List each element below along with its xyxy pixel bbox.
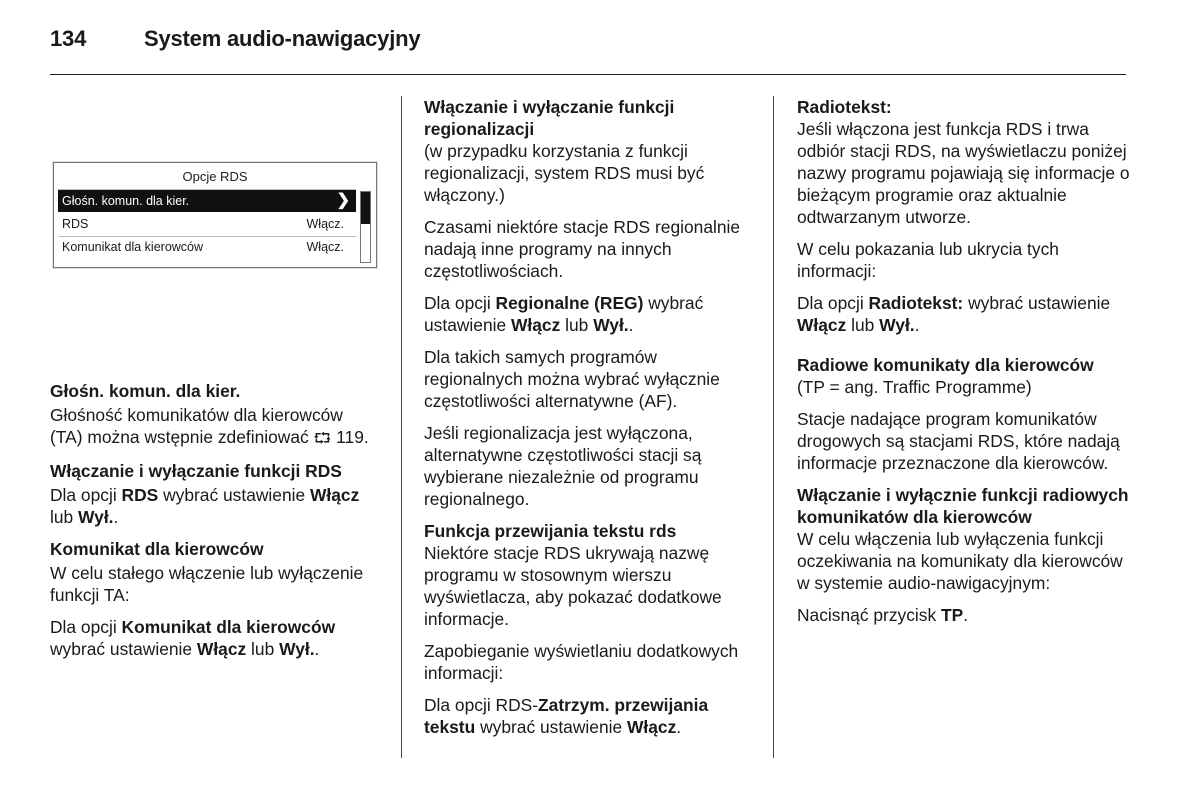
page-reference-icon: ⮔ xyxy=(313,430,332,447)
column-divider-2 xyxy=(773,96,774,758)
screen-row-label: Komunikat dla kierowców xyxy=(62,240,204,254)
page-number: 134 xyxy=(50,26,87,51)
paragraph: W celu pokazania lub ukrycia tych informacji: xyxy=(797,239,1059,281)
screen-row-selected xyxy=(58,190,356,212)
paragraph: Dla opcji RDS-Zatrzym. przewijania tekstu wybrać ustawienie Włącz. xyxy=(424,695,709,737)
section-heading: Radiowe komunikaty dla kierowców xyxy=(797,355,1094,375)
section-heading: Włączanie i wyłącznie funkcji radiowych komunikatów dla kierowców xyxy=(797,485,1129,527)
header-rule xyxy=(50,74,1126,75)
paragraph: Nacisnąć przycisk TP. xyxy=(797,605,969,625)
paragraph: Głośność komunikatów dla kierowców (TA) można wstępnie zdefiniować ⮔ 119. xyxy=(50,404,380,450)
page-title: System audio-nawigacyjny xyxy=(144,26,421,51)
paragraph: (TP = ang. Traffic Programme) xyxy=(797,377,1032,397)
paragraph: Niektóre stacje RDS ukrywają nazwę programu w stosownym wierszu wyświetlacza, aby pokazać dodatkowe informacje. xyxy=(424,543,722,629)
column-divider-1 xyxy=(401,96,402,758)
paragraph: Jeśli włączona jest funkcja RDS i trwa odbiór stacji RDS, na wyświetlaczu poniżej nazwy programu pojawiają się informacje o bieżącym programie oraz aktualnie odtwarzanym utworze. xyxy=(797,119,1130,227)
screen-row-value: Włącz. xyxy=(306,240,344,254)
column-1 xyxy=(50,380,380,670)
screen-scroll-thumb xyxy=(361,192,370,224)
screen-row-label: RDS xyxy=(62,217,89,231)
section-heading: Głośn. komun. dla kier. xyxy=(50,381,241,401)
paragraph: Dla opcji Regionalne (REG) wybrać ustawienie Włącz lub Wył.. xyxy=(424,293,704,335)
screen-row xyxy=(58,213,356,235)
column-2 xyxy=(424,96,759,748)
paragraph: Stacje nadające program komunikatów drogowych są stacjami RDS, które nadają informacje przeznaczone dla kierowców. xyxy=(797,409,1120,473)
paragraph: Dla opcji Radiotekst: wybrać ustawienie Włącz lub Wył.. xyxy=(797,293,1111,335)
paragraph: Zapobieganie wyświetlaniu dodatkowych informacji: xyxy=(424,641,739,683)
screen-title: Opcje RDS xyxy=(182,169,248,184)
paragraph: Dla takich samych programów regionalnych można wybrać wyłącznie częstotliwości alternatywne (AF). xyxy=(424,347,720,411)
screen-row-value: Włącz. xyxy=(306,217,344,231)
screen-row-label: Głośn. komun. dla kier. xyxy=(62,194,190,208)
paragraph: (w przypadku korzystania z funkcji regionalizacji, system RDS musi być włączony.) xyxy=(424,141,705,205)
screen-scrollbar xyxy=(360,191,371,263)
section-heading: Radiotekst: xyxy=(797,97,892,117)
section-heading: Funkcja przewijania tekstu rds xyxy=(424,521,677,541)
paragraph: W celu włączenia lub wyłączenia funkcji oczekiwania na komunikaty dla kierowców w systemie audio-nawigacyjnym: xyxy=(797,529,1123,593)
section-heading: Włączanie i wyłączanie funkcji RDS xyxy=(50,461,342,481)
paragraph: W celu stałego włączenie lub wyłączenie funkcji TA: xyxy=(50,563,364,605)
screen-row xyxy=(58,236,356,258)
paragraph: Dla opcji Komunikat dla kierowców wybrać ustawienie Włącz lub Wył.. xyxy=(50,617,336,659)
rds-options-screen xyxy=(53,162,377,268)
section-heading: Włączanie i wyłączanie funkcji regionalizacji xyxy=(424,97,675,139)
chevron-right-icon: ❯ xyxy=(336,192,350,209)
paragraph: Czasami niektóre stacje RDS regionalnie nadają inne programy na innych częstotliwościach. xyxy=(424,217,741,281)
section-heading: Komunikat dla kierowców xyxy=(50,539,264,559)
paragraph: Jeśli regionalizacja jest wyłączona, alternatywne częstotliwości stacji są wybierane niezależnie od programu regionalnego. xyxy=(424,423,702,509)
page-header xyxy=(50,26,420,52)
paragraph: Dla opcji RDS wybrać ustawienie Włącz lub Wył.. xyxy=(50,485,360,527)
column-3 xyxy=(797,96,1132,636)
